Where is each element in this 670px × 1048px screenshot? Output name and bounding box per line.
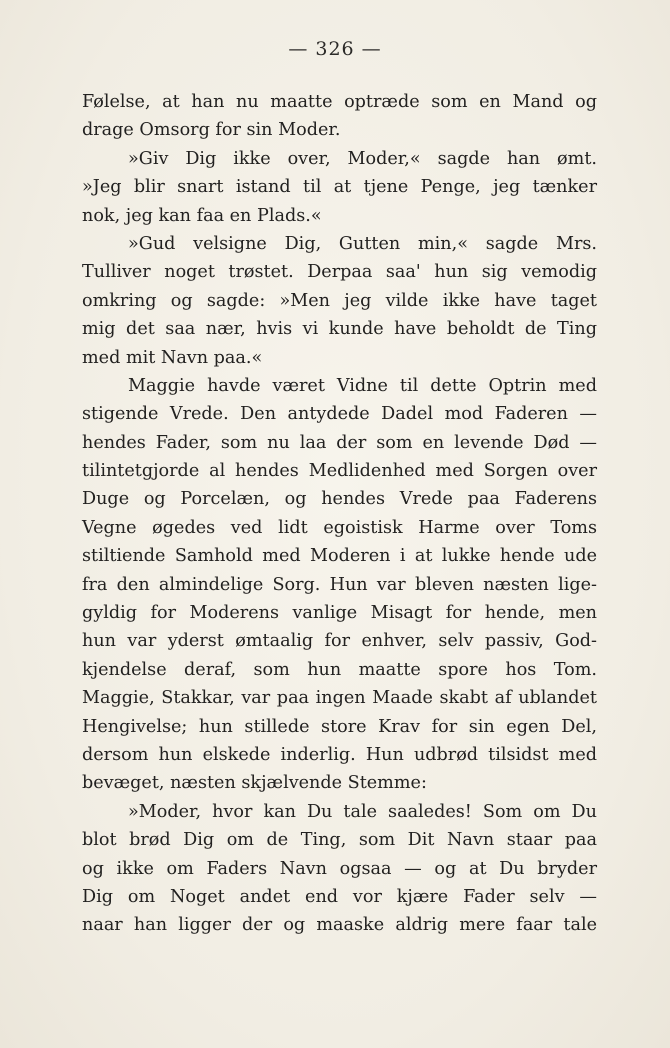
text-line: stigende Vrede. Den antydede Dadel mod Faderen — xyxy=(82,404,597,425)
text-line: »Jeg blir snart istand til at tjene Penge, jeg tænker xyxy=(82,177,597,198)
text-line: Maggie havde været Vidne til dette Optrin med xyxy=(128,375,597,396)
text-line: Følelse, at han nu maatte optræde som en Mand og xyxy=(82,92,597,112)
page-number: — 326 — xyxy=(288,38,382,60)
text-line: Maggie, Stakkar, var paa ingen Maade skabt af ublandet xyxy=(82,688,597,709)
text-line: Hengivelse; hun stillede store Krav for sin egen Del, xyxy=(82,716,597,737)
text-line: og ikke om Faders Navn ogsaa — og at Du bryder xyxy=(82,858,597,879)
text-line: »Giv Dig ikke over, Moder,« sagde han ømt. xyxy=(128,148,597,169)
text-line: Vegne øgedes ved lidt egoistisk Harme over Toms xyxy=(82,517,597,538)
text-line: kjendelse deraf, som hun maatte spore hos Tom. xyxy=(82,659,597,680)
text-line: tilintetgjorde al hendes Medlidenhed med Sorgen over xyxy=(82,461,597,482)
text-line: omkring og sagde: »Men jeg vilde ikke have taget xyxy=(82,290,597,311)
text-line: stiltiende Samhold med Moderen i at lukke hende ude xyxy=(82,546,597,567)
text-line: med mit Navn paa.« xyxy=(82,347,263,368)
text-line: naar han ligger der og maaske aldrig mere faar tale xyxy=(82,915,597,936)
text-line: Dig om Noget andet end vor kjære Fader selv — xyxy=(82,886,597,907)
text-line: mig det saa nær, hvis vi kunde have beholdt de Ting xyxy=(82,319,597,340)
text-line: drage Omsorg for sin Moder. xyxy=(82,120,341,141)
text-line: »Gud velsigne Dig, Gutten min,« sagde Mrs. xyxy=(128,233,597,254)
body-text xyxy=(82,88,597,940)
text-line: bevæget, næsten skjælvende Stemme: xyxy=(82,773,427,794)
text-line: Tulliver noget trøstet. Derpaa saa' hun sig vemodig xyxy=(82,262,597,283)
text-line: nok, jeg kan faa en Plads.« xyxy=(82,205,322,226)
text-line: fra den almindelige Sorg. Hun var bleven næsten lige- xyxy=(82,574,597,595)
text-line: gyldig for Moderens vanlige Misagt for hende, men xyxy=(82,603,597,624)
text-line: Duge og Porcelæn, og hendes Vrede paa Faderens xyxy=(82,489,597,510)
text-line: hendes Fader, som nu laa der som en levende Død — xyxy=(82,432,597,453)
text-line: »Moder, hvor kan Du tale saaledes! Som om Du xyxy=(128,801,597,822)
text-line: blot brød Dig om de Ting, som Dit Navn staar paa xyxy=(82,830,597,851)
text-line: hun var yderst ømtaalig for enhver, selv passiv, God- xyxy=(82,631,597,652)
text-line: dersom hun elskede inderlig. Hun udbrød tilsidst med xyxy=(82,744,597,765)
